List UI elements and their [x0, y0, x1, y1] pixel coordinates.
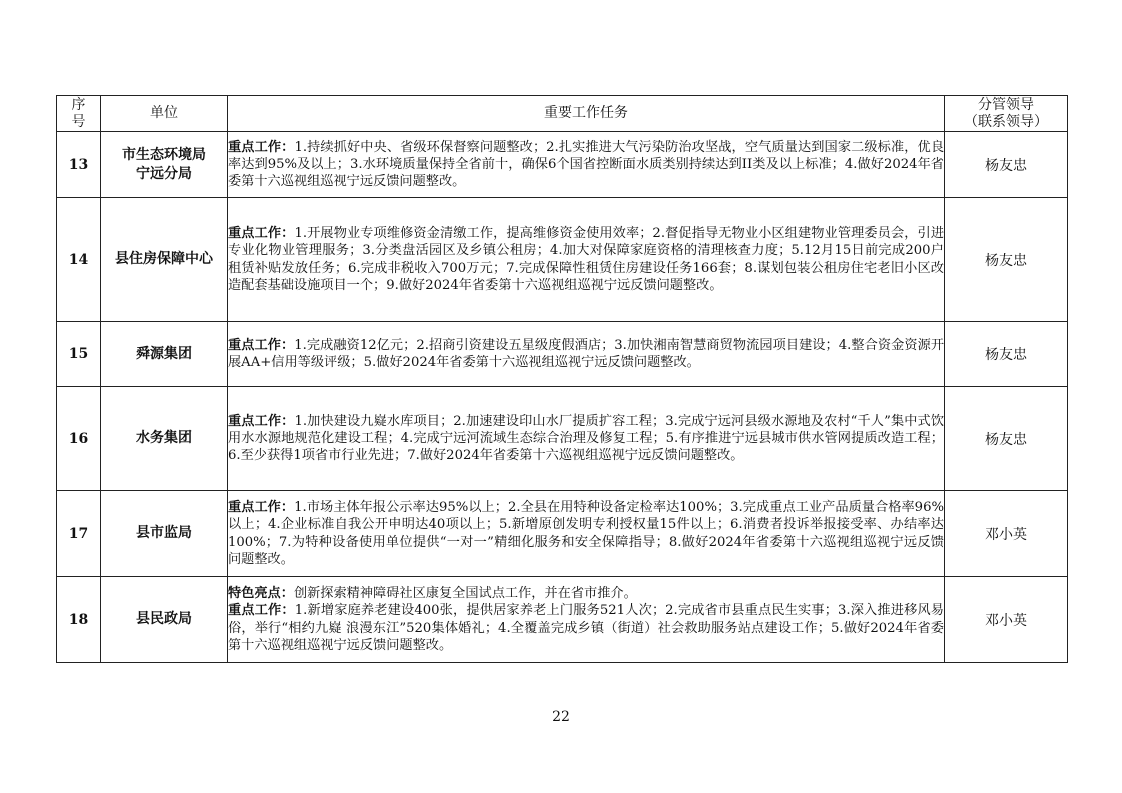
table-row	[57, 322, 1068, 387]
row-leader: 杨友忠	[945, 322, 1068, 387]
task-text: 1.市场主体年报公示率达95%以上；2.全县在用特种设备定检率达100%；3.完成重点工业产品质量合格率96%以上；4.企业标准自我公开申明达40项以上；5.新增原创发明专利授权量15件以上；6.消费者投诉举报接受率、办结率达100%；7.为特种设备使用单位提供“一对一”精细化服务和安全保障指导；8.做好2024年省委第十六巡视组巡视宁远反馈问题整改。	[228, 499, 944, 567]
row-unit	[101, 132, 228, 198]
task-paragraph	[228, 225, 944, 294]
table-row	[57, 387, 1068, 491]
unit-name-line: 宁远分局	[136, 165, 192, 182]
row-leader: 邓小英	[945, 491, 1068, 577]
unit-name-line: 水务集团	[136, 430, 192, 446]
row-number: 14	[57, 198, 101, 322]
task-text: 1.持续抓好中央、省级环保督察问题整改；2.扎实推进大气污染防治攻坚战，空气质量达到国家二级标准，优良率达到95%及以上；3.水环境质量保持全省前十，确保6个国省控断面水质类别持续达到II类及以上标准；4.做好2024年省委第十六巡视组巡视宁远反馈问题整改。	[228, 139, 944, 190]
task-lead: 特色亮点：	[228, 585, 294, 601]
row-tasks	[228, 322, 945, 387]
task-text: 1.加快建设九嶷水库项目；2.加速建设印山水厂提质扩容工程；3.完成宁远河县级水源地及农村“千人”集中式饮用水水源地规范化建设工程；4.完成宁远河流域生态综合治理及修复工程；5.有序推进宁远县城市供水管网提质改造工程；6.至少获得1项省市行业先进；7.做好2024年省委第十六巡视组巡视宁远反馈问题整改。	[228, 413, 945, 464]
task-lead: 重点工作：	[228, 499, 295, 515]
row-unit	[101, 577, 228, 663]
header-no-line: 序	[71, 96, 86, 113]
table-row	[57, 491, 1068, 577]
task-text: 1.开展物业专项维修资金清缴工作，提高维修资金使用效率；2.督促指导无物业小区组建物业管理委员会，引进专业化物业管理服务；3.分类盘活园区及乡镇公租房；4.加大对保障家庭资格的清理核查力度；5.12月15日前完成200户租赁补贴发放任务；6.完成非税收入700万元；7.完成保障性租赁住房建设任务166套；8.谋划包装公租房住宅老旧小区改造配套基础设施项目一个；9.做好2024年省委第十六巡视组巡视宁远反馈问题整改。	[228, 225, 944, 293]
table-header-row	[57, 96, 1068, 132]
task-paragraph	[228, 139, 944, 191]
row-tasks	[228, 132, 945, 198]
task-paragraph	[228, 413, 944, 465]
row-number: 16	[57, 387, 101, 491]
row-leader: 杨友忠	[945, 132, 1068, 198]
unit-name-line: 县民政局	[136, 611, 192, 627]
row-number: 18	[57, 577, 101, 663]
task-paragraph	[228, 337, 944, 372]
task-lead: 重点工作：	[228, 225, 295, 241]
header-no-line: 号	[71, 113, 86, 130]
row-tasks	[228, 491, 945, 577]
table-row	[57, 577, 1068, 663]
task-lead: 重点工作：	[228, 139, 295, 155]
unit-name-line: 市生态环境局	[122, 146, 206, 163]
task-paragraph	[228, 585, 944, 602]
header-unit: 单位	[101, 96, 228, 132]
row-tasks	[228, 577, 945, 663]
row-number: 13	[57, 132, 101, 198]
unit-name-line: 舜源集团	[136, 345, 192, 362]
table-row	[57, 198, 1068, 322]
row-number: 17	[57, 491, 101, 577]
row-leader: 杨友忠	[945, 387, 1068, 491]
row-unit	[101, 491, 228, 577]
task-table-container	[56, 95, 1067, 663]
task-text: 1.完成融资12亿元；2.招商引资建设五星级度假酒店；3.加快湘南智慧商贸物流园项目建设；4.整合资金资源开展AA+信用等级评级；5.做好2024年省委第十六巡视组巡视宁远反馈问题整改。	[228, 337, 945, 370]
header-leader-line: 分管领导	[978, 96, 1034, 113]
header-leader	[945, 96, 1068, 132]
row-unit	[101, 198, 228, 322]
row-leader: 邓小英	[945, 577, 1068, 663]
task-lead: 重点工作：	[228, 337, 295, 353]
table-row	[57, 132, 1068, 198]
unit-name-line: 县市监局	[136, 525, 192, 541]
page-number: 22	[552, 709, 570, 725]
header-task: 重要工作任务	[228, 96, 945, 132]
row-unit	[101, 387, 228, 491]
task-paragraph	[228, 602, 944, 654]
row-number: 15	[57, 322, 101, 387]
task-paragraph	[228, 499, 944, 568]
unit-name-line: 县住房保障中心	[115, 251, 213, 267]
row-leader: 杨友忠	[945, 198, 1068, 322]
row-tasks	[228, 198, 945, 322]
row-tasks	[228, 387, 945, 491]
task-table	[56, 95, 1068, 663]
task-lead: 重点工作：	[228, 413, 295, 429]
header-no	[57, 96, 101, 132]
header-leader-line: （联系领导）	[964, 113, 1048, 130]
task-lead: 重点工作：	[228, 603, 295, 619]
row-unit	[101, 322, 228, 387]
task-text: 1.新增家庭养老建设400张，提供居家养老上门服务521人次；2.完成省市县重点民生实事；3.深入推进移风易俗，举行“相约九嶷 浪漫东江”520集体婚礼；4.全覆盖完成乡镇（街道）社会救助服务站点建设工作；5.做好2024年省委第十六巡视组巡视宁远反馈问题整改。	[228, 603, 944, 653]
task-text: 创新探索精神障碍社区康复全国试点工作，并在省市推介。	[293, 585, 637, 601]
